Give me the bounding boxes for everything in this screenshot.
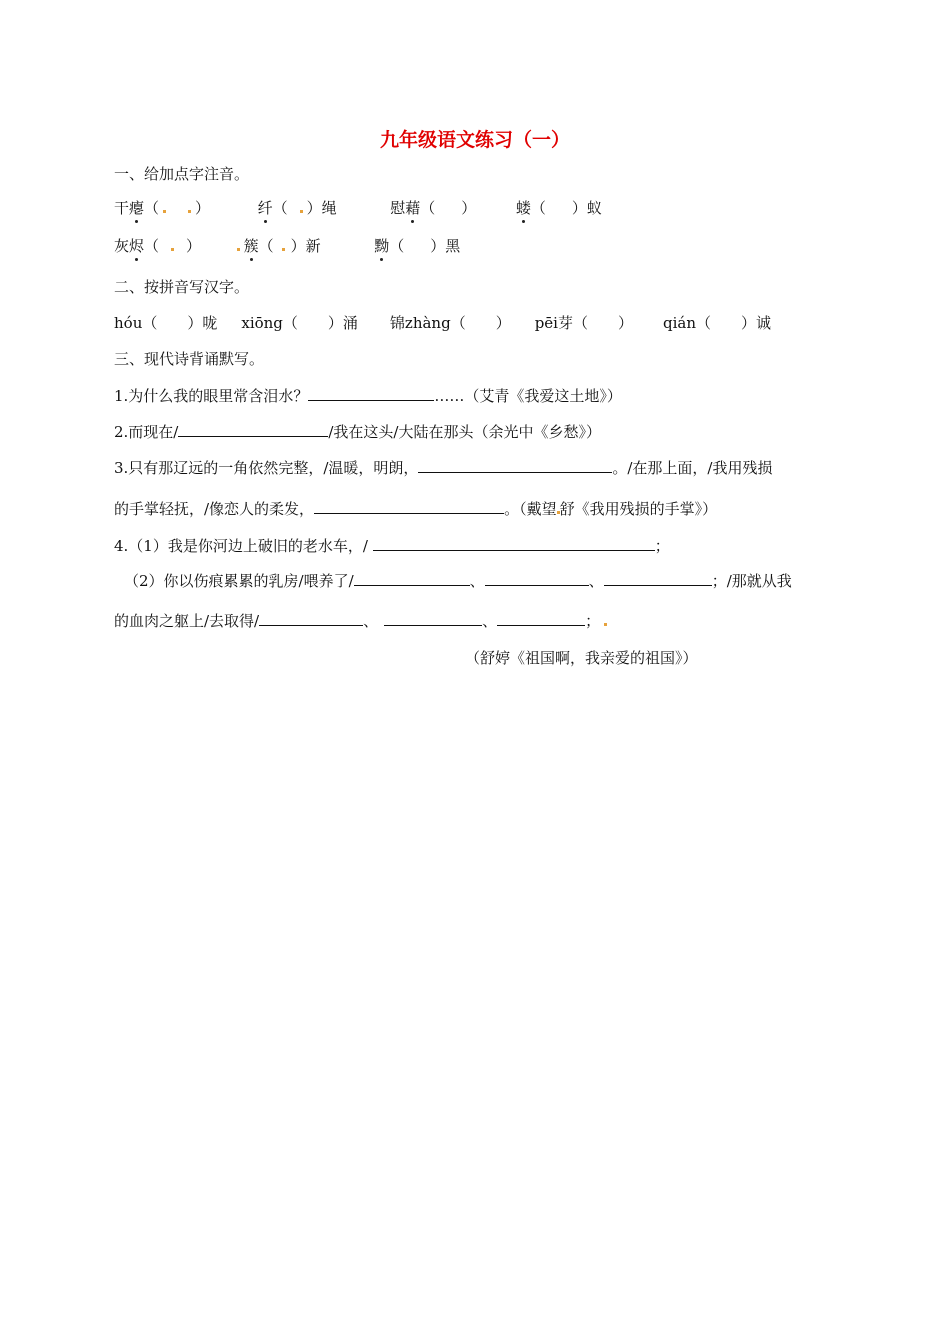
highlight-mark — [171, 248, 174, 251]
question-source: ……（艾青《我爱这土地》） — [434, 387, 622, 405]
pinyin-row-2 — [114, 236, 460, 256]
pinyin-write-row — [114, 313, 771, 333]
paren-close-word: ）黑 — [430, 237, 461, 255]
paren-close-word: ）新 — [290, 237, 321, 255]
question-3-cont — [114, 498, 717, 519]
char: 慰 — [390, 199, 406, 217]
answer-blank[interactable] — [178, 421, 328, 437]
paren-open: （ — [420, 199, 436, 217]
paren-open: （ — [530, 199, 546, 217]
paren-close: ） — [461, 199, 477, 217]
char: 干 — [114, 199, 130, 217]
question-4-2-cont — [114, 610, 611, 631]
paren-close-word: ）蚁 — [571, 199, 602, 217]
question-text: 2.而现在/ — [114, 423, 179, 441]
highlight-mark — [300, 210, 303, 213]
paren-open: （ — [258, 237, 274, 255]
question-source: 。（戴望 — [504, 500, 557, 518]
question-text: （2）你以伤痕累累的乳房/喂养了/ — [124, 572, 354, 590]
punctuation: 、 — [363, 612, 379, 630]
question-3 — [114, 457, 772, 478]
answer-blank[interactable] — [604, 570, 712, 586]
punctuation: ； — [585, 612, 601, 630]
pinyin-item: qián（ ）诚 — [662, 314, 771, 332]
paren-open: （ — [144, 199, 160, 217]
dotted-char: 纤 — [257, 199, 273, 217]
question-text-cont: ；/那就从我 — [711, 572, 792, 590]
highlight-mark — [237, 248, 240, 251]
section-3-heading: 三、现代诗背诵默写。 — [114, 350, 265, 368]
pinyin-row-1 — [114, 198, 602, 218]
paren-close: ） — [195, 199, 211, 217]
paren-open: （ — [144, 237, 160, 255]
answer-blank[interactable] — [384, 610, 482, 626]
question-1 — [114, 385, 622, 406]
question-source-cont: 舒《我用残损的手掌》） — [559, 500, 718, 518]
question-source: /我在这头/大陆在那头（余光中《乡愁》） — [328, 423, 601, 441]
highlight-mark — [282, 248, 285, 251]
dotted-char: 簇 — [243, 237, 259, 255]
dotted-char: 瘪 — [129, 199, 145, 217]
pinyin-item: 锦zhàng（ ） — [389, 314, 511, 332]
question-text: 4.（1）我是你河边上破旧的老水车，/ — [114, 537, 373, 555]
question-text: 的手掌轻抚，/像恋人的柔发， — [114, 500, 315, 518]
dotted-char: 藉 — [405, 199, 421, 217]
question-4-2 — [124, 570, 792, 591]
section-1-heading: 一、给加点字注音。 — [114, 165, 250, 183]
punctuation: 、 — [469, 572, 485, 590]
char: 灰 — [114, 237, 130, 255]
answer-blank[interactable] — [314, 498, 504, 514]
answer-blank[interactable] — [259, 610, 363, 626]
pinyin-item: pēi芽（ ） — [534, 314, 633, 332]
paren-open: （ — [272, 199, 288, 217]
punctuation: 、 — [482, 612, 498, 630]
highlight-mark — [163, 210, 166, 213]
question-text: 3.只有那辽远的一角依然完整，/温暖，明朗， — [114, 459, 419, 477]
answer-blank[interactable] — [354, 570, 470, 586]
pinyin-item: hóu（ ）咙 — [114, 314, 218, 332]
answer-blank[interactable] — [497, 610, 585, 626]
answer-blank[interactable] — [485, 570, 589, 586]
paren-close: ） — [186, 237, 202, 255]
worksheet-title: 九年级语文练习（一） — [379, 129, 570, 151]
answer-blank[interactable] — [418, 457, 612, 473]
question-text: 的血肉之躯上/去取得/ — [114, 612, 260, 630]
question-text-cont: 。/在那上面，/我用残损 — [612, 459, 773, 477]
question-text: 1.为什么我的眼里常含泪水？ — [114, 387, 309, 405]
poem-source: （舒婷《祖国啊，我亲爱的祖国》） — [465, 649, 698, 667]
paren-close-word: ）绳 — [306, 199, 337, 217]
dotted-char: 蝼 — [515, 199, 531, 217]
dotted-char: 烬 — [129, 237, 145, 255]
punctuation: 、 — [588, 572, 604, 590]
answer-blank[interactable] — [308, 385, 434, 401]
question-4-1 — [114, 535, 670, 556]
dotted-char: 黝 — [374, 237, 390, 255]
section-2-heading: 二、按拼音写汉字。 — [114, 278, 250, 296]
pinyin-item: xiōng（ ）涌 — [241, 314, 358, 332]
answer-blank[interactable] — [373, 535, 655, 551]
highlight-mark — [604, 623, 607, 626]
highlight-mark — [188, 210, 191, 213]
question-2 — [114, 421, 601, 442]
paren-open: （ — [389, 237, 405, 255]
punctuation: ； — [654, 537, 670, 555]
